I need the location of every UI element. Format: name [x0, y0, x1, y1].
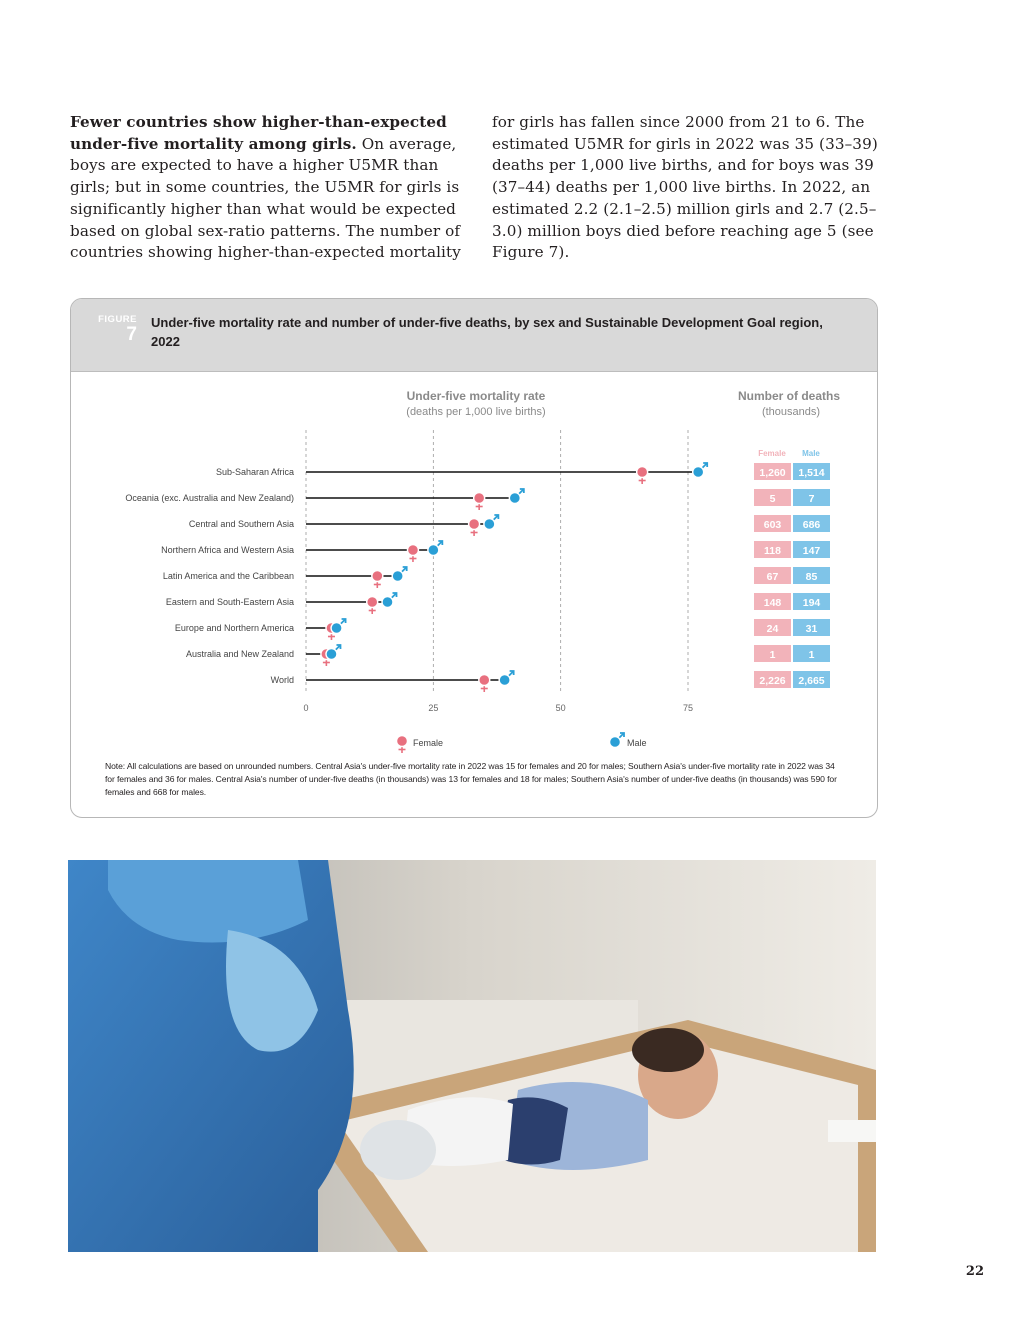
- male-deaths-value: 2,665: [798, 675, 825, 687]
- body-text-right: for girls has fallen since 2000 from 21 to 6. The estimated U5MR for girls in 2022 was 35 (33–39) deaths per 1,000 live births, and for boys was 39 (37–44) deaths per 1,000 live births. In 2022, an estimated 2.2 (2.1–2.5) million girls and 2.7 (2.5–3.0) million boys died before reaching age 5 (see Figure 7).: [492, 113, 878, 262]
- female-marker: [637, 467, 648, 485]
- table-header-male: Male: [802, 449, 820, 458]
- male-marker: [509, 489, 524, 504]
- female-deaths-value: 2,226: [759, 675, 786, 687]
- male-marker: [499, 671, 514, 686]
- x-tick-label: 25: [428, 703, 439, 713]
- male-deaths-value: 1,514: [798, 467, 825, 479]
- legend-male-icon: [610, 733, 625, 748]
- female-deaths-value: 118: [764, 545, 781, 557]
- legend-female-icon: [397, 736, 408, 754]
- male-marker: [428, 541, 443, 556]
- female-marker: [372, 571, 383, 589]
- table-title: Number of deaths: [737, 389, 841, 403]
- male-marker: [693, 463, 708, 478]
- female-deaths-value: 24: [766, 623, 779, 635]
- legend-female-label: Female: [413, 738, 444, 748]
- figure-7: [70, 298, 878, 818]
- region-label: Eastern and South-Eastern Asia: [165, 597, 294, 607]
- x-tick-label: 75: [682, 703, 694, 713]
- male-marker: [382, 593, 397, 608]
- male-marker: [326, 645, 341, 660]
- female-marker: [367, 597, 378, 615]
- region-label: Oceania (exc. Australia and New Zealand): [125, 493, 294, 503]
- region-label: Europe and Northern America: [174, 623, 294, 633]
- left-paragraph: On average, boys are expected to have a higher U5MR than girls; but in some countries, the U5MR for girls is significantly higher than what would be expected based on global sex-ratio patterns. The number of countries showing higher-than-expected mortality: [70, 134, 461, 262]
- male-deaths-value: 31: [805, 623, 818, 635]
- gloved-hand: [360, 1120, 436, 1180]
- chart-title: Under-five mortality rate: [406, 389, 546, 403]
- region-label: Northern Africa and Western Asia: [161, 545, 294, 555]
- baby-hair: [632, 1028, 704, 1072]
- female-marker: [474, 493, 485, 511]
- figure-title: Under-five mortality rate and number of under-five deaths, by sex and Sustainable Development Goal region, 2022: [151, 315, 823, 349]
- male-deaths-value: 85: [805, 571, 818, 583]
- page-number: 22: [965, 1264, 984, 1279]
- lead-sentence: Fewer countries show higher-than-expected under-five mortality among girls.: [70, 113, 447, 153]
- region-label: Sub-Saharan Africa: [215, 467, 294, 477]
- mortality-chart: [71, 299, 877, 817]
- region-label: Central and Southern Asia: [188, 519, 294, 529]
- male-marker: [392, 567, 407, 582]
- male-deaths-value: 194: [802, 597, 821, 609]
- female-marker: [407, 545, 418, 563]
- figure-note: Note: All calculations are based on unrounded numbers. Central Asia's under-five mortality rate in 2022 was 15 for females and 20 for males; Southern Asia's under-five mortality rate in 2022 was 34 for females and 36 for males. Central Asia's number of under-five deaths (in thousands) was 13 for females and 18 for males; Southern Asia's number of under-five deaths (in thousands) was 590 for females and 668 for males.: [105, 761, 837, 797]
- female-deaths-value: 1,260: [759, 467, 786, 479]
- female-marker: [469, 519, 480, 537]
- figure-label-number: 7: [126, 324, 137, 345]
- crib-label: [828, 1120, 876, 1142]
- region-label: World: [270, 675, 294, 685]
- male-marker: [484, 515, 499, 530]
- x-tick-label: 0: [303, 703, 309, 713]
- table-subtitle: (thousands): [761, 406, 821, 418]
- male-deaths-value: 7: [808, 493, 815, 505]
- female-deaths-value: 67: [766, 571, 779, 583]
- x-tick-label: 50: [555, 703, 566, 713]
- photo-infant-care: [68, 860, 876, 1252]
- table-header-female: Female: [758, 449, 786, 458]
- female-deaths-value: 603: [763, 519, 782, 531]
- male-marker: [331, 619, 346, 634]
- legend-male-label: Male: [627, 738, 647, 748]
- body-text-left: [70, 112, 462, 264]
- male-deaths-value: 686: [802, 519, 821, 531]
- figure-label-word: FIGURE: [98, 314, 137, 325]
- photo-illustration: [68, 860, 876, 1252]
- female-deaths-value: 1: [769, 649, 776, 661]
- female-deaths-value: 148: [763, 597, 782, 609]
- male-deaths-value: 1: [808, 649, 815, 661]
- female-marker: [479, 675, 490, 693]
- chart-subtitle: (deaths per 1,000 live births): [406, 406, 546, 418]
- region-label: Australia and New Zealand: [185, 649, 294, 659]
- region-label: Latin America and the Caribbean: [162, 571, 294, 581]
- female-deaths-value: 5: [769, 493, 776, 505]
- male-deaths-value: 147: [802, 545, 821, 557]
